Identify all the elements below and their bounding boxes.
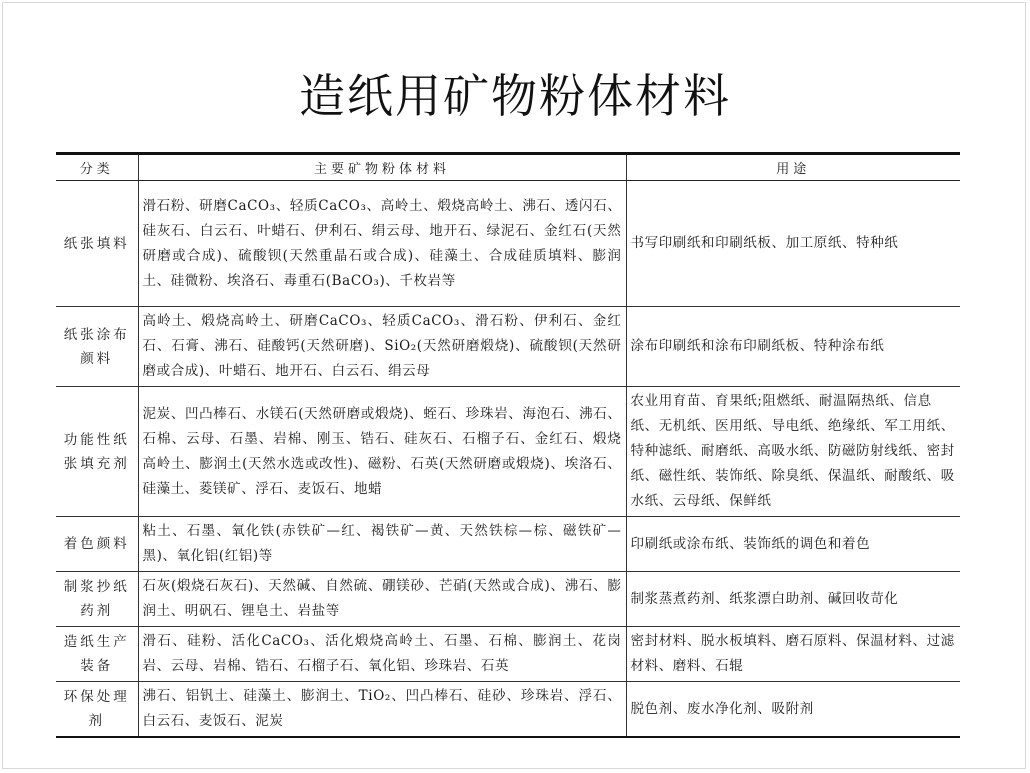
uses-cell: 农业用育苗、育果纸;阻燃纸、耐温隔热纸、信息纸、无机纸、医用纸、导电纸、绝缘纸、军工用纸、特种滤纸、耐磨纸、高吸水纸、防磁防射线纸、密封纸、磁性纸、装饰纸、除臭纸、保温纸、耐酸纸、吸水纸、云母纸、保鲜纸 — [626, 387, 960, 517]
table-row — [56, 572, 960, 627]
uses-cell: 制浆蒸煮药剂、纸浆漂白助剂、碱回收苛化 — [626, 572, 960, 627]
materials-table-container — [56, 152, 960, 738]
category-cell: 功能性纸张填充剂 — [56, 387, 138, 517]
materials-cell: 高岭土、煅烧高岭土、研磨CaCO₃、轻质CaCO₃、滑石粉、伊利石、金红石、石膏、沸石、硅酸钙(天然研磨)、SiO₂(天然研磨煅烧)、硫酸钡(天然研磨或合成)、叶蜡石、地开石、白云石、绢云母 — [138, 307, 626, 387]
materials-cell: 粘土、石墨、氧化铁(赤铁矿—红、褐铁矿—黄、天然铁棕—棕、磁铁矿—黑)、氧化铝(红铝)等 — [138, 517, 626, 572]
table-row — [56, 307, 960, 387]
category-cell: 制浆抄纸药剂 — [56, 572, 138, 627]
category-cell: 着色颜料 — [56, 517, 138, 572]
table-row — [56, 682, 960, 738]
table-row — [56, 181, 960, 307]
category-cell: 环保处理剂 — [56, 682, 138, 738]
header-materials: 主要矿物粉体材料 — [138, 154, 626, 181]
table-row — [56, 517, 960, 572]
uses-cell: 密封材料、脱水板填料、磨石原料、保温材料、过滤材料、磨料、石辊 — [626, 627, 960, 682]
table-header-row — [56, 154, 960, 181]
page-title: 造纸用矿物粉体材料 — [299, 69, 731, 123]
materials-cell: 泥炭、凹凸棒石、水镁石(天然研磨或煅烧)、蛭石、珍珠岩、海泡石、沸石、石棉、云母、石墨、岩棉、刚玉、锆石、硅灰石、石榴子石、金红石、煅烧高岭土、膨润土(天然水选或改性)、磁粉、石英(天然研磨或煅烧)、埃洛石、硅藻土、菱镁矿、浮石、麦饭石、地蜡 — [138, 387, 626, 517]
category-cell: 造纸生产装备 — [56, 627, 138, 682]
uses-cell: 印刷纸或涂布纸、装饰纸的调色和着色 — [626, 517, 960, 572]
materials-cell: 沸石、铝钒土、硅藻土、膨润土、TiO₂、凹凸棒石、硅砂、珍珠岩、浮石、白云石、麦饭石、泥炭 — [138, 682, 626, 738]
uses-cell: 脱色剂、废水净化剂、吸附剂 — [626, 682, 960, 738]
header-category: 分类 — [56, 154, 138, 181]
uses-cell: 涂布印刷纸和涂布印刷纸板、特种涂布纸 — [626, 307, 960, 387]
uses-cell: 书写印刷纸和印刷纸板、加工原纸、特种纸 — [626, 181, 960, 307]
materials-cell: 滑石粉、研磨CaCO₃、轻质CaCO₃、高岭土、煅烧高岭土、沸石、透闪石、硅灰石、白云石、叶蜡石、伊利石、绢云母、地开石、绿泥石、金红石(天然研磨或合成)、硫酸钡(天然重晶石或合成)、硅藻土、合成硅质填料、膨润土、硅微粉、埃洛石、毒重石(BaCO₃)、千枚岩等 — [138, 181, 626, 307]
category-cell: 纸张填料 — [56, 181, 138, 307]
table-row — [56, 387, 960, 517]
category-cell: 纸张涂布颜料 — [56, 307, 138, 387]
materials-cell: 滑石、硅粉、活化CaCO₃、活化煅烧高岭土、石墨、石棉、膨润土、花岗岩、云母、岩棉、锆石、石榴子石、氧化铝、珍珠岩、石英 — [138, 627, 626, 682]
materials-cell: 石灰(煅烧石灰石)、天然碱、自然硫、硼镁砂、芒硝(天然或合成)、沸石、膨润土、明矾石、锂皂土、岩盐等 — [138, 572, 626, 627]
table-row — [56, 627, 960, 682]
header-uses: 用途 — [626, 154, 960, 181]
materials-table — [56, 152, 960, 738]
